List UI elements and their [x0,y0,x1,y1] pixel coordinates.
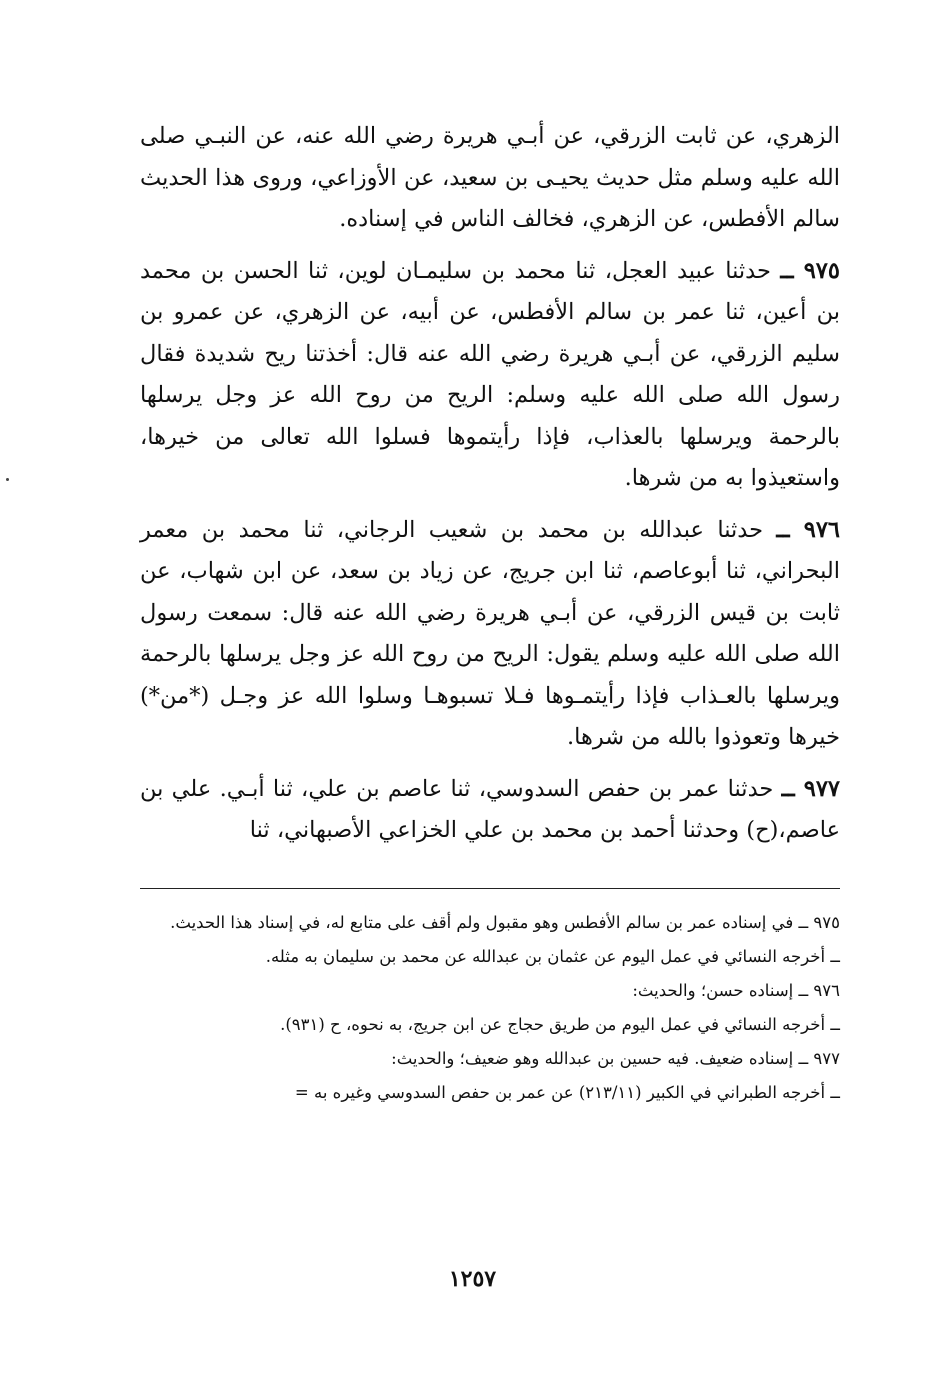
footnote-number: ٩٧٦ ــ [798,981,840,1000]
footnote-divider [140,888,840,889]
footnote [140,1010,840,1040]
footnote-text: أخرجه الطبراني في الكبير (٢١٣/١١) عن عمر بن حفص السدوسي وغيره به = [294,1083,826,1102]
main-paragraph [140,510,840,759]
footnote [140,1078,840,1108]
main-paragraph [140,769,840,852]
footnote [140,1044,840,1074]
footnote-number: ــ [830,1083,840,1102]
paragraph-text: حدثنا عبدالله بن محمد بن شعيب الرجاني، ثنا محمد بن معمر البحراني، ثنا أبوعاصم، ثنا ابن جريج، عن زياد بن سعد، عن ابن شهاب، عن ثابت بن قيس الزرقي، عن أبـي هريرة رضي الله عنه قال: سمعت رسول الله صلى الله عليه وسلم يقول: الريح من روح الله عز وجل يرسلها بالرحمة ويرسلها بالعـذاب فإذا رأيتمـوها فـلا تسبوهـا وسلوا الله عز وجـل (*من*) خيرها وتعوذوا بالله من شرها. [140,516,840,750]
paragraph-text: حدثنا عبيد العجل، ثنا محمد بن سليمـان لوين، ثنا الحسن بن محمد بن أعين، ثنا عمر بن سالم الأفطس، عن أبيه، عن الزهري، عن عمرو بن سليم الزرقي، عن أبـي هريرة رضي الله عنه قال: أخذتنا ريح شديدة فقال رسول الله صلى الله عليه وسلم: الريح من روح الله عز وجل يرسلها بالرحمة ويرسلها بالعذاب، فإذا رأيتموها فسلوا الله تعالى من خيرها، واستعيذوا به من شرها. [140,257,840,491]
main-paragraph [140,116,840,241]
footnote-text: إسناده حسن؛ والحديث: [632,981,794,1000]
footnote [140,976,840,1006]
page-number: ١٢٥٧ [448,1266,497,1292]
footnote-text: إسناده ضعيف. فيه حسين بن عبدالله وهو ضعيف؛ والحديث: [391,1049,794,1068]
main-text [140,116,840,862]
paragraph-text: الزهري، عن ثابت الزرقي، عن أبـي هريرة رضي الله عنه، عن النبـي صلى الله عليه وسلم مثل حديث يحيـى بن سعيد، عن الأوزاعي، وروى هذا الحديث سالم الأفطس، عن الزهري، فخالف الناس في إسناده. [140,123,840,232]
footnote [140,942,840,972]
paragraph-text: حدثنا عمر بن حفص السدوسي، ثنا عاصم بن علي، ثنا أبـي. علي بن عاصم،(ح) وحدثنا أحمد بن محمد بن علي الخزاعي الأصبهاني، ثنا [140,775,840,843]
footnote-number: ٩٧٥ ــ [798,913,840,932]
footnote-number: ــ [830,947,840,966]
footnote [140,908,840,938]
hadith-number: ٩٧٦ ــ [776,516,840,543]
main-paragraph [140,251,840,500]
hadith-number: ٩٧٧ ــ [781,775,840,802]
footnote-number: ٩٧٧ ــ [798,1049,840,1068]
margin-mark [6,478,9,481]
hadith-number: ٩٧٥ ــ [780,257,840,284]
footnote-text: أخرجه النسائي في عمل اليوم عن عثمان بن عبدالله عن محمد بن سليمان به مثله. [265,947,826,966]
footnotes [140,908,840,1112]
footnote-number: ــ [830,1015,840,1034]
footnote-text: أخرجه النسائي في عمل اليوم من طريق حجاج عن ابن جريج، به نحوه، ح (٩٣١). [280,1015,826,1034]
footnote-text: في إسناده عمر بن سالم الأفطس وهو مقبول ولم أقف على متابع له، في إسناد هذا الحديث. [170,913,794,932]
